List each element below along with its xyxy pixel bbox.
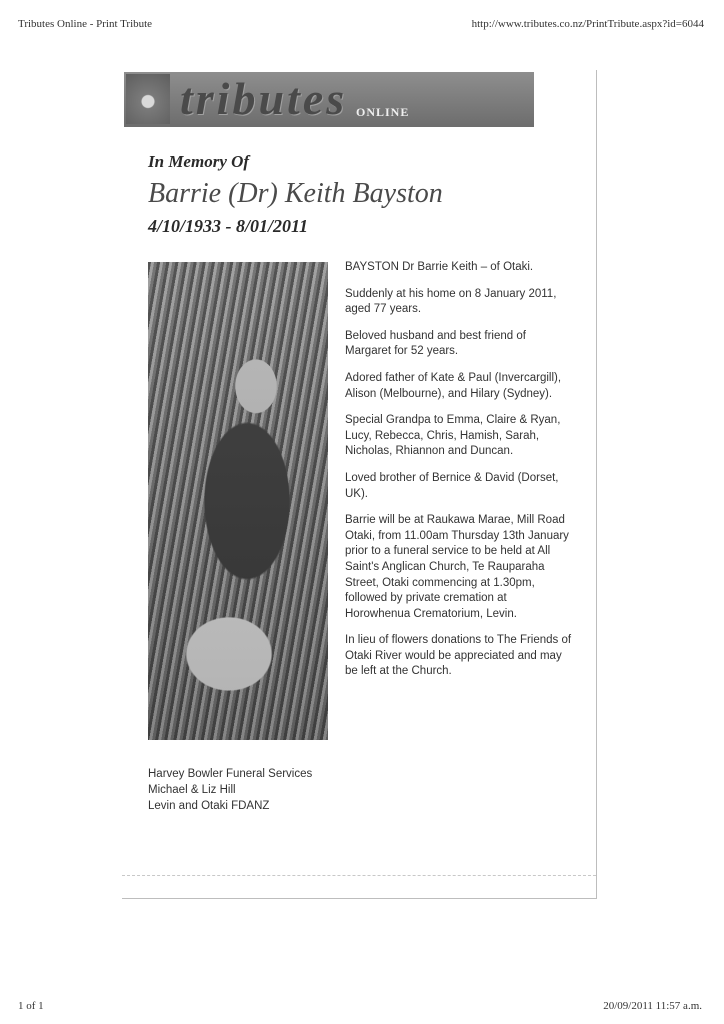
tribute-paragraph: Adored father of Kate & Paul (Invercargill), Alison (Melbourne), and Hilary (Sydney). (345, 371, 562, 400)
tribute-paragraph: Special Grandpa to Emma, Claire & Ryan, Lucy, Rebecca, Chris, Hamish, Sarah, Nicholas, Rhiannon and Duncan. (345, 414, 561, 458)
tribute-paragraph: In lieu of flowers donations to The Friends of Otaki River would be appreciated and may be left at the Church. (345, 634, 572, 678)
funeral-director-line: Michael & Liz Hill (148, 784, 236, 796)
portrait-photo (148, 262, 328, 740)
tribute-card (122, 70, 597, 899)
print-timestamp: 20/09/2011 11:57 a.m. (603, 1000, 702, 1012)
flower-logo-icon (126, 74, 170, 124)
page-count: 1 of 1 (18, 1000, 44, 1012)
funeral-director-line: Harvey Bowler Funeral Services (148, 768, 313, 780)
funeral-director-block (148, 766, 312, 814)
tribute-paragraph: Loved brother of Bernice & David (Dorset, UK). (345, 471, 559, 500)
deceased-name: Barrie (Dr) Keith Bayston (148, 178, 443, 209)
life-dates: 4/10/1933 - 8/01/2011 (148, 216, 309, 236)
divider (122, 875, 596, 876)
tributes-online-banner (124, 72, 534, 127)
banner-online-label: ONLINE (356, 105, 410, 119)
browser-page-title: Tributes Online - Print Tribute (18, 18, 153, 30)
in-memory-heading: In Memory Of (148, 152, 250, 171)
tribute-paragraph: BAYSTON Dr Barrie Keith – of Otaki. (345, 261, 534, 273)
funeral-director-line: Levin and Otaki FDANZ (148, 800, 270, 812)
tribute-paragraph: Beloved husband and best friend of Margaret for 52 years. (345, 329, 526, 358)
banner-wordmark: tributes (180, 73, 348, 124)
tribute-paragraph: Barrie will be at Raukawa Marae, Mill Road Otaki, from 11.00am Thursday 13th January prior to a funeral service to be held at All Saint's Anglican Church, Te Rauparaha Street, Otaki commencing at 1.30pm, followed by private cremation at Horowhenua Crematorium, Levin. (345, 514, 569, 620)
tribute-text (345, 260, 573, 750)
tribute-paragraph: Suddenly at his home on 8 January 2011, aged 77 years. (345, 287, 557, 316)
browser-page-url: http://www.tributes.co.nz/PrintTribute.aspx?id=6044 (471, 18, 704, 30)
